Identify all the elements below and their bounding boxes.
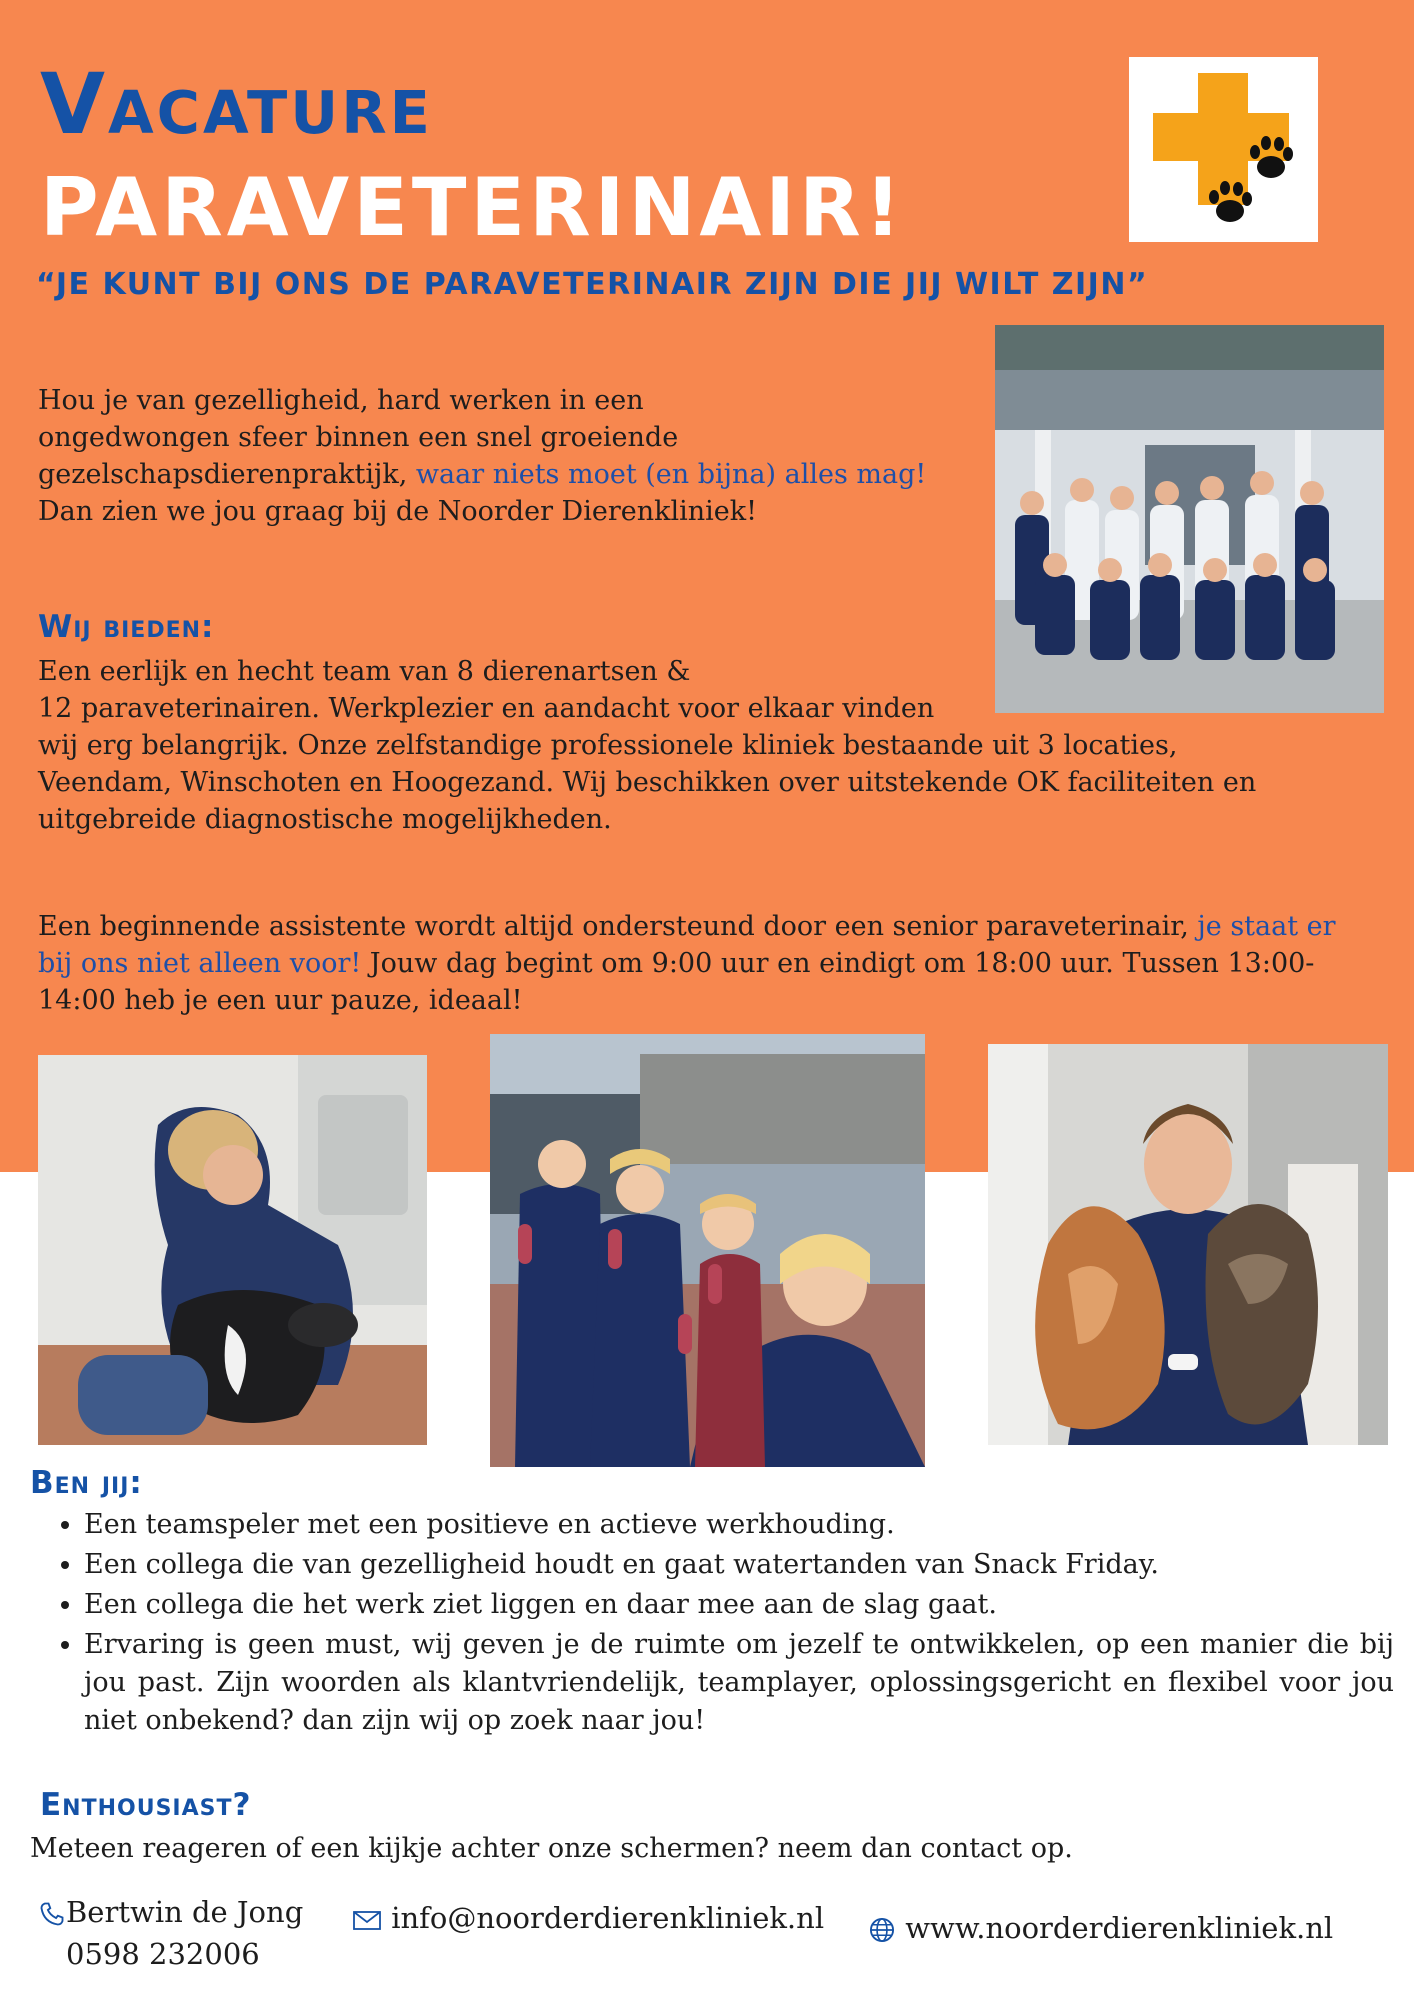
phone-icon bbox=[38, 1900, 66, 1928]
title-vacature: Vacature bbox=[40, 55, 433, 153]
mail-icon bbox=[352, 1908, 382, 1932]
intro-line-3 bbox=[38, 456, 988, 493]
list-item: • Een collega die van gezelligheid houdt en gaat watertanden van Snack Friday. bbox=[84, 1546, 1394, 1584]
support-paragraph bbox=[38, 908, 1368, 1019]
contact-email-text[interactable]: info@noorderdierenkliniek.nl bbox=[391, 1901, 825, 1935]
support-highlight: je staat er bij ons niet alleen voor! bbox=[38, 911, 1336, 979]
list-item: • Een collega die het werk ziet liggen en daar mee aan de slag gaat. bbox=[84, 1586, 1394, 1624]
list-item: • Een teamspeler met een positieve en actieve werkhouding. bbox=[84, 1506, 1394, 1544]
support-text-start: Een beginnende assistente wordt altijd ondersteund door een senior paraveterinair, bbox=[38, 911, 1198, 942]
title-paraveterinair: PARAVETERINAIR! bbox=[40, 161, 906, 254]
bieden-line-3: wij erg belangrijk. Onze zelfstandige professionele kliniek bestaande uit 3 locaties, bbox=[38, 730, 1178, 761]
support-text-end: Jouw dag begint om 9:00 uur en eindigt om 18:00 uur. Tussen 13:00-14:00 heb je een uur pauze, ideaal! bbox=[38, 948, 1315, 1016]
intro-line-1: Hou je van gezelligheid, hard werken in een bbox=[38, 385, 644, 416]
slogan-quote: “JE KUNT BIJ ONS DE PARAVETERINAIR ZIJN DIE JIJ WILT ZIJN” bbox=[36, 267, 1149, 302]
contact-phone[interactable]: 0598 232006 bbox=[66, 1937, 260, 1971]
intro-paragraph bbox=[38, 382, 988, 530]
contact-name: Bertwin de Jong bbox=[66, 1895, 304, 1929]
heading-enthousiast: Enthousiast? bbox=[40, 1787, 252, 1823]
contact-email[interactable] bbox=[352, 1899, 824, 1937]
photo-assistant-with-cats bbox=[988, 1044, 1388, 1445]
intro-line-2: ongedwongen sfeer binnen een snel groeiende bbox=[38, 422, 679, 453]
photo-assistant-with-dog bbox=[38, 1055, 427, 1445]
bieden-line-4: Veendam, Winschoten en Hoogezand. Wij beschikken over uitstekende OK faciliteiten en bbox=[38, 767, 1257, 798]
contact-website-text[interactable]: www.noorderdierenkliniek.nl bbox=[905, 1911, 1334, 1945]
contact-website[interactable] bbox=[868, 1909, 1333, 1947]
wij-bieden-paragraph bbox=[38, 653, 1368, 838]
bieden-line-2: 12 paraveterinairen. Werkplezier en aandacht voor elkaar vinden bbox=[38, 693, 935, 724]
globe-icon bbox=[868, 1916, 896, 1944]
bieden-line-5: uitgebreide diagnostische mogelijkheden. bbox=[38, 804, 612, 835]
ben-jij-list bbox=[30, 1506, 1394, 1742]
heading-wij-bieden: Wij bieden: bbox=[38, 609, 215, 645]
intro-line-4: Dan zien we jou graag bij de Noorder Dierenkliniek! bbox=[38, 496, 757, 527]
clinic-logo bbox=[1129, 57, 1318, 242]
photo-team-with-popsicles bbox=[490, 1034, 925, 1467]
vet-cross-paws-icon bbox=[1129, 57, 1318, 242]
bieden-line-1: Een eerlijk en hecht team van 8 dierenartsen & bbox=[38, 656, 691, 687]
contact-call-to-action: Meteen reageren of een kijkje achter onze schermen? neem dan contact op. bbox=[30, 1833, 1073, 1864]
intro-line-3-start: gezelschapsdierenpraktijk, bbox=[38, 459, 408, 490]
contact-person bbox=[38, 1893, 303, 1931]
list-item: • Ervaring is geen must, wij geven je de ruimte om jezelf te ontwikkelen, op een manier die bij jou past. Zijn woorden als klantvriendelijk, teamplayer, oplossingsgericht en flexibel voor jou niet onbekend? dan zijn wij op zoek naar jou! bbox=[84, 1626, 1394, 1740]
heading-ben-jij: Ben jij: bbox=[30, 1465, 143, 1501]
intro-highlight: waar niets moet (en bijna) alles mag! bbox=[407, 459, 927, 490]
